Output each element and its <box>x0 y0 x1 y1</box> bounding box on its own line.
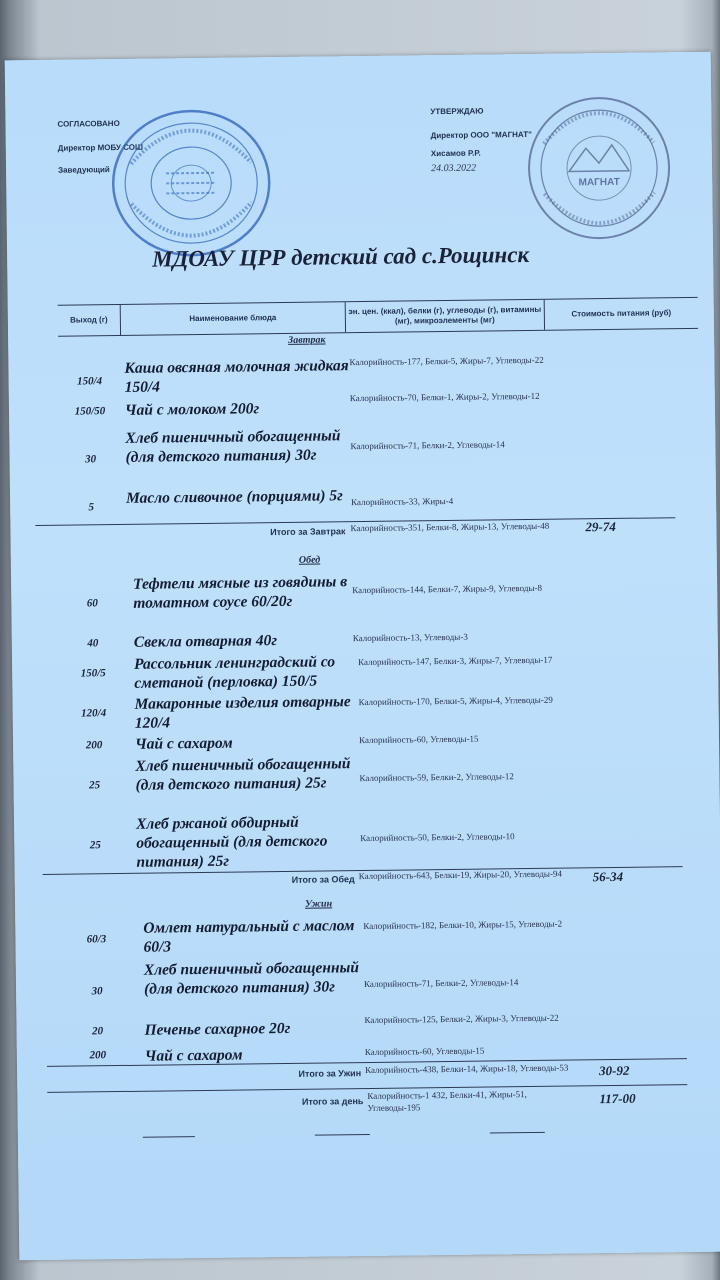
item-dish: Хлеб ржаной обдирный обогащенный (для детского питания) 25г <box>135 813 328 871</box>
page-title: МДОАУ ЦРР детский сад с.Рощинск <box>151 241 530 272</box>
item-nutrition: Калорийность-13, Углеводы-3 <box>352 631 468 644</box>
list-item <box>58 352 698 396</box>
total-lunch-label: Итого за Обед <box>291 874 355 885</box>
list-item <box>60 482 700 514</box>
item-dish: Свекла отварная 40г <box>133 632 278 651</box>
list-item <box>64 808 704 871</box>
item-amount: 150/4 <box>77 375 103 388</box>
total-day-nutrition: Калорийность-1 432, Белки-41, Жиры-51, Углеводы-195 <box>367 1089 527 1114</box>
list-item <box>61 568 701 612</box>
signature-line <box>490 1132 545 1134</box>
item-amount: 150/50 <box>74 405 106 418</box>
item-nutrition: Калорийность-177, Белки-5, Жиры-7, Углеводы-22 <box>349 354 544 368</box>
item-nutrition: Калорийность-33, Жиры-4 <box>351 495 454 508</box>
item-amount: 150/5 <box>80 667 106 680</box>
signature-line <box>143 1136 195 1138</box>
list-item <box>65 912 705 956</box>
school-director-label: Директор МОБУ СОШ <box>57 142 144 153</box>
total-breakfast-price: 29-74 <box>585 518 616 535</box>
item-amount: 25 <box>88 779 101 792</box>
col-output: Выход (г) <box>70 315 108 325</box>
approval-date: 24.03.2022 <box>430 162 477 175</box>
item-amount: 200 <box>89 1049 107 1062</box>
item-dish: Хлеб пшеничный обогащенный (для детского питания) 30г <box>143 959 360 998</box>
approved-label: СОГЛАСОВАНО <box>57 118 120 129</box>
item-dish: Чай с сахаром <box>144 1046 243 1065</box>
seal-label: МАГНАТ <box>578 176 620 189</box>
item-nutrition: Калорийность-60, Углеводы-15 <box>364 1045 485 1058</box>
total-breakfast-nutrition: Калорийность-351, Белки-8, Жиры-13, Углеводы-48 <box>350 520 550 534</box>
item-amount: 60 <box>86 597 98 610</box>
item-nutrition: Калорийность-182, Белки-10, Жиры-15, Углеводы-2 <box>363 918 563 932</box>
round-company-seal-icon <box>523 92 675 244</box>
total-day-price: 117-00 <box>599 1090 636 1107</box>
item-dish: Печенье сахарное 20г <box>144 1019 291 1039</box>
item-amount: 30 <box>85 453 97 466</box>
item-dish: Хлеб пшеничный обогащенный (для детского питания) 30г <box>125 427 341 466</box>
total-breakfast-label: Итого за Завтрак <box>270 526 346 538</box>
section-breakfast: Завтрак <box>288 334 326 346</box>
item-dish: Хлеб пшеничный обогащенный (для детского питания) 25г <box>135 755 351 794</box>
total-dinner-price: 30-92 <box>598 1062 630 1079</box>
item-amount: 30 <box>91 985 103 998</box>
item-nutrition: Калорийность-147, Белки-3, Жиры-7, Углеводы-17 <box>358 654 553 668</box>
item-nutrition: Калорийность-170, Белки-5, Жиры-4, Углеводы-29 <box>358 694 553 708</box>
approve-label: УТВЕРЖДАЮ <box>430 106 484 117</box>
company-director-label: Директор ООО "МАГНАТ" <box>430 129 532 141</box>
item-dish: Каша овсяная молочная жидкая 150/4 <box>124 357 349 396</box>
item-nutrition: Калорийность-144, Белки-7, Жиры-9, Углеводы-8 <box>352 582 543 596</box>
item-nutrition: Калорийность-71, Белки-2, Углеводы-14 <box>363 977 519 990</box>
item-amount: 25 <box>89 839 101 852</box>
item-nutrition: Калорийность-71, Белки-2, Углеводы-14 <box>350 439 505 452</box>
item-nutrition: Калорийность-70, Белки-1, Жиры-2, Углеводы-12 <box>349 390 540 404</box>
menu-document <box>5 52 720 1261</box>
total-dinner-label: Итого за Ужин <box>298 1068 362 1079</box>
total-lunch-price: 56-34 <box>592 868 624 885</box>
head-label: Заведующий <box>57 165 110 175</box>
item-dish: Масло сливочное (порциями) 5г <box>125 487 343 507</box>
item-amount: 5 <box>88 501 94 514</box>
col-cost: Стоимость питания (руб) <box>571 308 672 319</box>
total-lunch-nutrition: Калорийность-643, Белки-19, Жиры-20, Углеводы-94 <box>358 868 563 882</box>
item-dish: Чай с молоком 200г <box>124 400 260 419</box>
item-nutrition: Калорийность-125, Белки-2, Жиры-3, Углеводы-22 <box>364 1012 559 1026</box>
director-name: Хисамов Р.Р. <box>430 148 481 159</box>
item-amount: 60/3 <box>86 933 107 946</box>
item-amount: 20 <box>91 1025 104 1038</box>
total-day-label: Итого за день <box>301 1096 364 1107</box>
list-item <box>59 422 699 466</box>
item-dish: Тефтели мясные из говядины в томатном соусе 60/20г <box>133 573 348 612</box>
round-blue-seal-icon <box>105 102 277 264</box>
col-nutrition: эн. цен. (ккал), белки (г), углеводы (г), витамины (мг), микроэлементы (мг) <box>348 304 542 326</box>
section-dinner: Ужин <box>304 898 333 910</box>
item-nutrition: Калорийность-50, Белки-2, Углеводы-10 <box>360 831 515 844</box>
item-dish: Рассольник ленинградский со сметаной (перловка) 150/5 <box>133 653 336 692</box>
col-dish: Наименование блюда <box>189 313 277 324</box>
total-dinner-nutrition: Калорийность-438, Белки-14, Жиры-18, Углеводы-53 <box>364 1062 569 1076</box>
item-amount: 120/4 <box>81 707 107 720</box>
list-item <box>67 1040 707 1065</box>
item-amount: 200 <box>85 739 103 752</box>
item-nutrition: Калорийность-60, Углеводы-15 <box>358 733 479 746</box>
list-item <box>66 1012 706 1039</box>
signature-line <box>315 1134 370 1136</box>
item-dish: Макаронные изделия отварные 120/4 <box>134 693 351 732</box>
table-header <box>58 297 698 337</box>
list-item <box>62 626 702 651</box>
section-lunch: Обед <box>298 554 321 566</box>
item-dish: Чай с сахаром <box>134 734 233 753</box>
item-amount: 40 <box>87 637 99 650</box>
item-dish: Омлет натуральный с маслом 60/3 <box>143 917 355 956</box>
item-nutrition: Калорийность-59, Белки-2, Углеводы-12 <box>359 771 514 784</box>
